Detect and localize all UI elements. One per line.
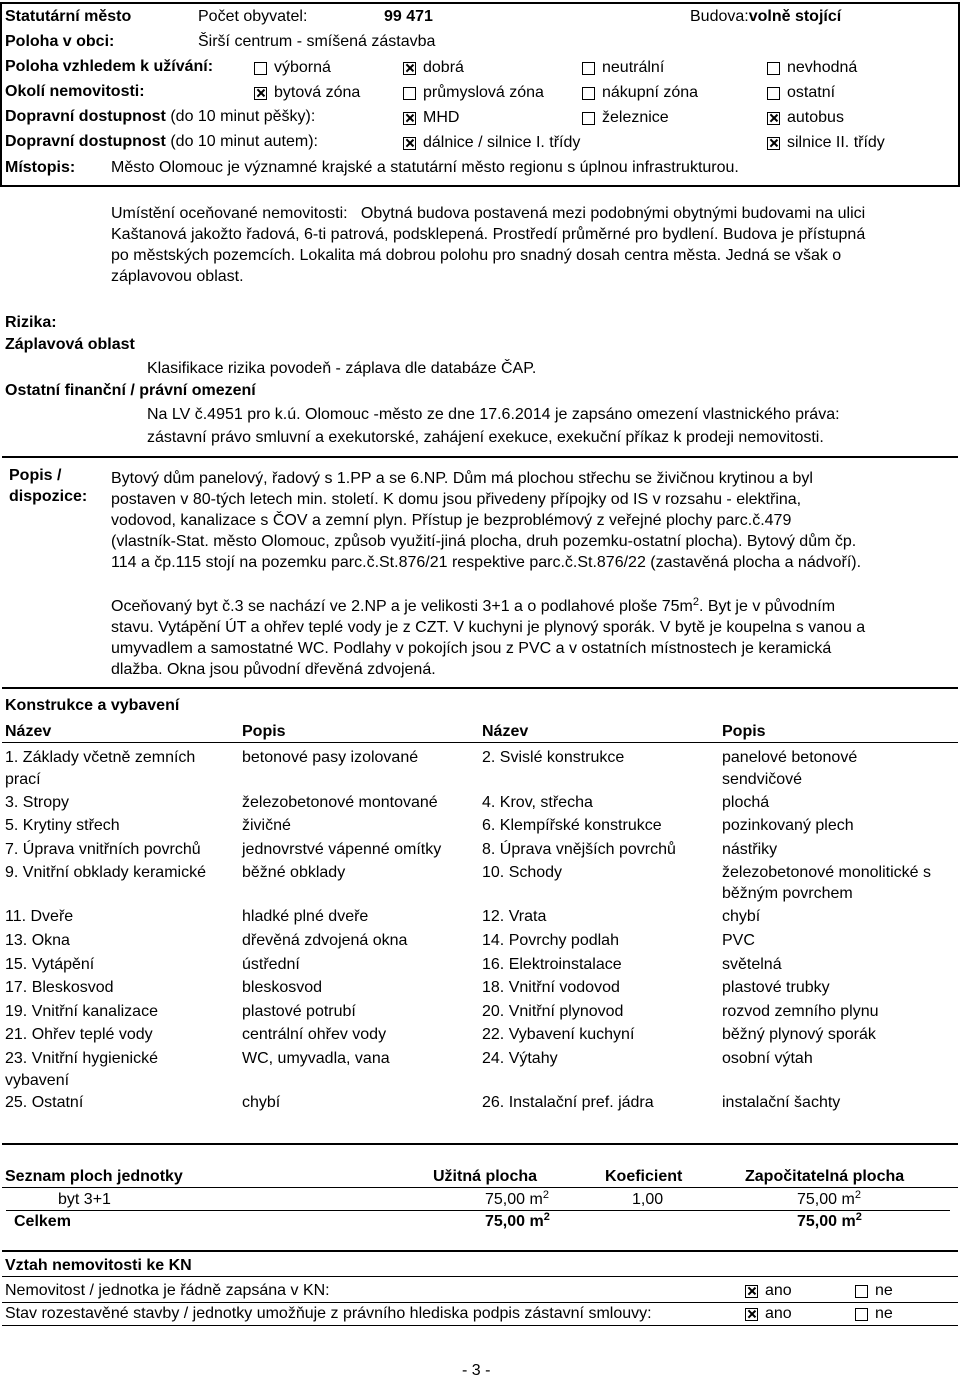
surroundings-option[interactable]: nákupní zóna xyxy=(582,83,698,103)
placement-line: záplavovou oblast. xyxy=(111,268,244,285)
construction-cell: dřevěná zdvojená okna xyxy=(242,932,408,949)
site-label: Místopis: xyxy=(5,159,76,176)
kn-yes-option[interactable]: ano xyxy=(745,1281,792,1301)
disposition-top-border xyxy=(2,456,958,458)
construction-cell: 7. Úprava vnitřních povrchů xyxy=(5,841,201,858)
construction-header: Název xyxy=(5,723,52,740)
checkbox-icon[interactable] xyxy=(254,62,267,75)
building-label: Budova: xyxy=(690,8,749,25)
construction-cell: 8. Úprava vnějších povrchů xyxy=(482,841,676,858)
usage-option[interactable]: výborná xyxy=(254,58,331,78)
construction-cell: 18. Vnitřní vodovod xyxy=(482,979,620,996)
car-option[interactable]: silnice II. třídy xyxy=(767,133,885,153)
construction-cell: 4. Krov, střecha xyxy=(482,794,593,811)
area-row-counted: 75,00 $m^2$ xyxy=(797,1189,861,1208)
risks-title: Rizika: xyxy=(5,314,57,331)
top-border xyxy=(2,2,958,4)
areas-header: Započitatelná plocha xyxy=(745,1168,905,1185)
areas-total-rule xyxy=(6,1210,950,1211)
flood-title: Záplavová oblast xyxy=(5,336,135,353)
construction-cell: 22. Vybavení kuchyní xyxy=(482,1026,635,1043)
construction-cell: běžným povrchem xyxy=(722,885,853,902)
checkbox-icon[interactable] xyxy=(403,62,416,75)
disposition-para1 xyxy=(111,468,959,573)
construction-cell: sendvičové xyxy=(722,771,803,788)
kn-no-option[interactable]: ne xyxy=(855,1304,893,1324)
checkbox-icon[interactable] xyxy=(745,1308,758,1321)
kn-row-text: Nemovitost / jednotka je řádně zapsána v KN: xyxy=(5,1282,330,1299)
building-value: volně stojící xyxy=(748,8,842,25)
surroundings-option[interactable]: ostatní xyxy=(767,83,835,103)
construction-header: Popis xyxy=(242,723,286,740)
construction-cell: železobetonové montované xyxy=(242,794,438,811)
construction-cell: prací xyxy=(5,771,41,788)
construction-cell: 14. Povrchy podlah xyxy=(482,932,619,949)
area-total-name: Celkem xyxy=(14,1213,71,1230)
construction-cell: běžné obklady xyxy=(242,864,346,881)
construction-cell: 17. Bleskosvod xyxy=(5,979,114,996)
construction-cell: 5. Krytiny střech xyxy=(5,817,120,834)
construction-cell: 6. Klempířské konstrukce xyxy=(482,817,662,834)
areas-header: Užitná plocha xyxy=(433,1168,538,1185)
construction-cell: 9. Vnitřní obklady keramické xyxy=(5,864,206,881)
legal-line: zástavní právo smluvní a exekutorské, zahájení exekuce, exekuční příkaz k prodeji nemovitosti. xyxy=(147,429,824,446)
area-total-counted: 75,00 $m^2$ xyxy=(797,1211,862,1230)
areas-top-border xyxy=(2,1143,958,1145)
car-access-label: Dopravní dostupnost (do 10 minut autem): xyxy=(5,133,318,150)
kn-yes-option[interactable]: ano xyxy=(745,1304,792,1324)
construction-cell: nástřiky xyxy=(722,841,778,858)
usage-option[interactable]: neutrální xyxy=(582,58,664,78)
kn-title: Vztah nemovitosti ke KN xyxy=(5,1257,192,1274)
placement-line: po městských pozemcích. Lokalita má dobrou polohu pro snadný dosah centra města. Jedná se však o xyxy=(111,247,842,264)
placement-block xyxy=(111,203,956,287)
construction-cell: pozinkovaný plech xyxy=(722,817,854,834)
construction-cell: chybí xyxy=(722,908,761,925)
construction-cell: živičné xyxy=(242,817,291,834)
construction-cell: 1. Základy včetně zemních xyxy=(5,749,196,766)
areas-header: Seznam ploch jednotky xyxy=(5,1168,183,1185)
disposition-line: stavu. Vytápění ÚT a ohřev teplé vody je z CZT. V kuchyni je plynový sporák. V bytě je koupelna s vanou a xyxy=(111,619,866,636)
checkbox-icon[interactable] xyxy=(745,1285,758,1298)
kn-top-border xyxy=(2,1250,958,1252)
construction-cell: 2. Svislé konstrukce xyxy=(482,749,625,766)
construction-cell: instalační šachty xyxy=(722,1094,841,1111)
construction-cell: hladké plné dveře xyxy=(242,908,369,925)
construction-cell: centrální ohřev vody xyxy=(242,1026,387,1043)
usage-option[interactable]: dobrá xyxy=(403,58,464,78)
walk-option[interactable]: MHD xyxy=(403,108,459,128)
construction-cell: 13. Okna xyxy=(5,932,70,949)
placement-label: Umístění oceňované nemovitosti: xyxy=(111,205,348,222)
construction-cell: ústřední xyxy=(242,956,300,973)
area-row-area: 75,00 $m^2$ xyxy=(485,1189,549,1208)
construction-header: Název xyxy=(482,723,529,740)
legal-title: Ostatní finanční / právní omezení xyxy=(5,382,256,399)
location-value: Širší centrum - smíšená zástavba xyxy=(198,33,436,50)
disposition-line: (vlastník-Stat. město Olomouc, způsob využití-jiná plocha, druh pozemku-ostatní plocha). Bytový dům čp. xyxy=(111,533,857,550)
construction-cell: 11. Dveře xyxy=(5,908,74,925)
construction-cell: panelové betonové xyxy=(722,749,858,766)
disposition-label: dispozice: xyxy=(9,488,88,505)
walk-option[interactable]: železnice xyxy=(582,108,669,128)
disposition-line: 114 a čp.115 stojí na pozemku parc.č.St.876/21 respektive parc.č.St.876/22 (zastavěná plocha a nádvoří). xyxy=(111,554,862,571)
checkbox-icon[interactable] xyxy=(582,87,595,100)
construction-cell: 25. Ostatní xyxy=(5,1094,84,1111)
population-label: Počet obyvatel: xyxy=(198,8,308,25)
construction-cell: 3. Stropy xyxy=(5,794,70,811)
kn-row-text: Stav rozestavěné stavby / jednotky umožňuje z právního hlediska podpis zástavní smlouvy: xyxy=(5,1305,652,1322)
surroundings-label: Okolí nemovitosti: xyxy=(5,83,145,100)
checkbox-icon[interactable] xyxy=(767,87,780,100)
disposition-line: umyvadlem a samostatné WC. Podlahy v pokojích jsou z PVC a v ostatních místnostech je keramická xyxy=(111,640,832,657)
walk-access-label: Dopravní dostupnost (do 10 minut pěšky): xyxy=(5,108,316,125)
construction-cell: 24. Výtahy xyxy=(482,1050,558,1067)
usage-option[interactable]: nevhodná xyxy=(767,58,857,78)
construction-cell: 16. Elektroinstalace xyxy=(482,956,622,973)
construction-cell: plochá xyxy=(722,794,770,811)
checkbox-icon[interactable] xyxy=(855,1308,868,1321)
construction-cell: chybí xyxy=(242,1094,281,1111)
kn-bottom-rule xyxy=(2,1325,958,1326)
surroundings-option[interactable]: průmyslová zóna xyxy=(403,83,544,103)
checkbox-icon[interactable] xyxy=(403,112,416,125)
disposition-label: Popis / xyxy=(9,467,62,484)
areas-header-rule xyxy=(2,1187,958,1188)
walk-option[interactable]: autobus xyxy=(767,108,844,128)
kn-title-rule xyxy=(2,1276,958,1277)
construction-cell: betonové pasy izolované xyxy=(242,749,419,766)
construction-cell: 19. Vnitřní kanalizace xyxy=(5,1003,158,1020)
construction-top-border xyxy=(2,687,958,689)
construction-cell: PVC xyxy=(722,932,755,949)
construction-cell: železobetonové monolitické s xyxy=(722,864,932,881)
checkbox-icon[interactable] xyxy=(767,112,780,125)
construction-cell: 20. Vnitřní plynovod xyxy=(482,1003,624,1020)
checkbox-icon[interactable] xyxy=(582,112,595,125)
construction-cell: jednovrstvé vápenné omítky xyxy=(242,841,442,858)
surroundings-option[interactable]: bytová zóna xyxy=(254,83,360,103)
car-option[interactable]: dálnice / silnice I. třídy xyxy=(403,133,580,153)
left-border xyxy=(0,2,2,187)
area-row-coef: 1,00 xyxy=(632,1191,664,1208)
disposition-para2: Oceňovaný byt č.3 se nachází ve 2.NP a je velikosti 3+1 a o podlahové ploše $75m^2$. Byt je v původním stavu. Vytápění ÚT a ohřev teplé vody je z CZT. V kuchyni je plynový sporák. V bytě je koupelna s vanou a umyvadlem a samostatné WC. Podlahy v pokojích jsou z PVC a v ostatních místnostech je keramická dlažba. Okna jsou původní dřevěná zdvojená. xyxy=(111,596,959,680)
disposition-line: vodovod, kanalizace s ČOV a zemní plyn. Přístup je bezproblémový z veřejné plochy parc.č.479 xyxy=(111,512,792,529)
area-row-name: byt 3+1 xyxy=(58,1191,111,1208)
legal-line: Na LV č.4951 pro k.ú. Olomouc -město ze dne 17.6.2014 je zapsáno omezení vlastnického práva: xyxy=(147,406,840,423)
checkbox-icon[interactable] xyxy=(403,87,416,100)
construction-cell: 12. Vrata xyxy=(482,908,547,925)
checkbox-icon[interactable] xyxy=(767,62,780,75)
location-label: Poloha v obci: xyxy=(5,33,115,50)
checkbox-icon[interactable] xyxy=(855,1285,868,1298)
disposition-line: Bytový dům panelový, řadový s 1.PP a se 6.NP. Dům má plochou střechu se živičnou krytinou a byl xyxy=(111,470,813,487)
areas-header: Koeficient xyxy=(605,1168,683,1185)
checkbox-icon[interactable] xyxy=(582,62,595,75)
area-total-area: 75,00 $m^2$ xyxy=(485,1211,550,1230)
header-bottom-border xyxy=(2,185,958,187)
site-text: Město Olomouc je významné krajské a statutární město regionu s úplnou infrastrukturou. xyxy=(111,159,739,176)
kn-row-rule xyxy=(2,1302,958,1303)
checkbox-icon[interactable] xyxy=(767,137,780,150)
construction-header: Popis xyxy=(722,723,766,740)
construction-cell: světelná xyxy=(722,956,782,973)
construction-cell: 26. Instalační pref. jádra xyxy=(482,1094,654,1111)
placement-line: Obytná budova postavená mezi podobnými obytnými budovami na ulici xyxy=(360,205,866,222)
construction-header-rule xyxy=(2,742,958,743)
construction-cell: vybavení xyxy=(5,1072,70,1089)
disposition-line: dlažba. Okna jsou původní dřevěná zdvojená. xyxy=(111,661,436,678)
usage-label: Poloha vzhledem k užívání: xyxy=(5,58,214,75)
placement-line: Kaštanová jakožto řadová, 6-ti patrová, podsklepená. Prostředí průměrné pro bydlení. Budova je přístupná xyxy=(111,226,866,243)
construction-cell: osobní výtah xyxy=(722,1050,813,1067)
construction-cell: 23. Vnitřní hygienické xyxy=(5,1050,158,1067)
construction-cell: 15. Vytápění xyxy=(5,956,95,973)
disposition-line: postaven v 80-tých letech min. století. K domu jsou přivedeny přípojky od IS v rozsahu - elektřina, xyxy=(111,491,802,508)
construction-cell: plastové trubky xyxy=(722,979,830,996)
construction-cell: 10. Schody xyxy=(482,864,563,881)
construction-cell: WC, umyvadla, vana xyxy=(242,1050,390,1067)
construction-cell: plastové potrubí xyxy=(242,1003,356,1020)
city-type: Statutární město xyxy=(5,8,132,25)
construction-cell: běžný plynový sporák xyxy=(722,1026,876,1043)
construction-cell: rozvod zemního plynu xyxy=(722,1003,879,1020)
population-value: 99 471 xyxy=(384,8,433,25)
construction-title: Konstrukce a vybavení xyxy=(5,697,180,714)
checkbox-icon[interactable] xyxy=(403,137,416,150)
construction-cell: bleskosvod xyxy=(242,979,323,996)
checkbox-icon[interactable] xyxy=(254,87,267,100)
flood-text: Klasifikace rizika povodeň - záplava dle databáze ČAP. xyxy=(147,360,537,377)
page-number: - 3 - xyxy=(462,1362,491,1379)
construction-cell: 21. Ohřev teplé vody xyxy=(5,1026,153,1043)
kn-no-option[interactable]: ne xyxy=(855,1281,893,1301)
building-type xyxy=(690,7,841,27)
